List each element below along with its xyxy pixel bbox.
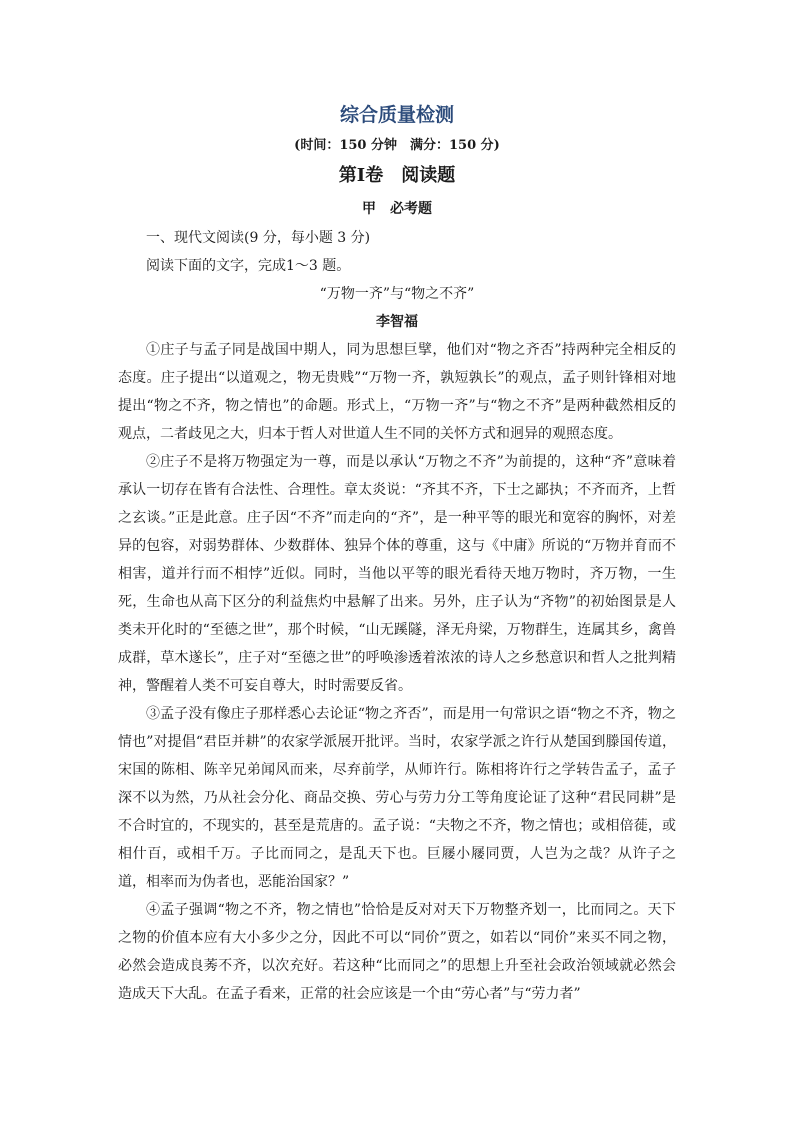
section-instruction: 阅读下面的文字，完成1～3 题。	[146, 258, 351, 274]
article-paragraph-3: ③孟子没有像庄子那样悉心去论证“物之齐否”，而是用一句常识之语“物之不齐，物之情也”对提倡“君臣并耕”的农家学派展开批评。当时，农家学派之许行从楚国到滕国传道，宋国的陈相、陈辛兄弟闻风而来，尽弃前学，从师许行。陈相将许行之学转告孟子，孟子深不以为然，乃从社会分化、商品交换、劳心与劳力分工等角度论证了这种“君民同耕”是不合时宜的，不现实的，甚至是荒唐的。孟子说：“夫物之不齐，物之情也；或相倍蓰，或相什百，或相千万。子比而同之，是乱天下也。巨屦小屦同贾，人岂为之哉？从许子之道，相率而为伪者也，恶能治国家？”	[118, 706, 676, 890]
article-author: 李智福	[376, 314, 418, 330]
article-paragraph-1: ①庄子与孟子同是战国中期人，同为思想巨擘，他们对“物之齐否”持两种完全相反的态度。庄子提出“以道观之，物无贵贱”“万物一齐，孰短孰长”的观点，孟子则针锋相对地提出“物之不齐，物之情也”的命题。形式上，“万物一齐”与“物之不齐”是两种截然相反的观点，二者歧见之大，归本于哲人对世道人生不同的关怀方式和迥异的观照态度。	[118, 342, 676, 442]
article-paragraph-4: ④孟子强调“物之不齐，物之情也”恰恰是反对对天下万物整齐划一，比而同之。天下之物的价值本应有大小多少之分，因此不可以“同价”贾之，如若以“同价”来买不同之物，必然会造成良莠不齐，以次充好。若这种“比而同之”的思想上升至社会政治领域就必然会造成天下大乱。在孟子看来，正常的社会应该是一个由“劳心者”与“劳力者”	[118, 902, 676, 1002]
section-heading: 一、现代文阅读(9 分，每小题 3 分)	[146, 230, 371, 246]
exam-time-info: (时间：150 分钟 满分：150 分)	[294, 138, 500, 153]
document-page	[118, 100, 676, 1008]
article-title: “万物一齐”与“物之不齐”	[319, 286, 475, 302]
article-paragraph-2: ②庄子不是将万物强定为一尊，而是以承认“万物之不齐”为前提的，这种“齐”意味着承认一切存在皆有合法性、合理性。章太炎说：“齐其不齐，下士之鄙执；不齐而齐，上哲之玄谈。”正是此意。庄子因“不齐”而走向的“齐”，是一种平等的眼光和宽容的胸怀，对差异的包容，对弱势群体、少数群体、独异个体的尊重，这与《中庸》所说的“万物并育而不相害，道并行而不相悖”近似。同时，当他以平等的眼光看待天地万物时，齐万物，一生死，生命也从高下区分的利益焦灼中悬解了出来。另外，庄子认为“齐物”的初始图景是人类未开化时的“至德之世”，那个时候，“山无蹊隧，泽无舟梁，万物群生，连属其乡，禽兽成群，草木遂长”，庄子对“至德之世”的呼唤渗透着浓浓的诗人之乡愁意识和哲人之批判精神，警醒着人类不可妄自尊大，时时需要反省。	[118, 454, 676, 694]
page-title: 综合质量检测	[339, 104, 454, 126]
part-title: 甲 必考题	[362, 201, 432, 217]
volume-title: 第Ⅰ卷 阅读题	[338, 165, 456, 186]
